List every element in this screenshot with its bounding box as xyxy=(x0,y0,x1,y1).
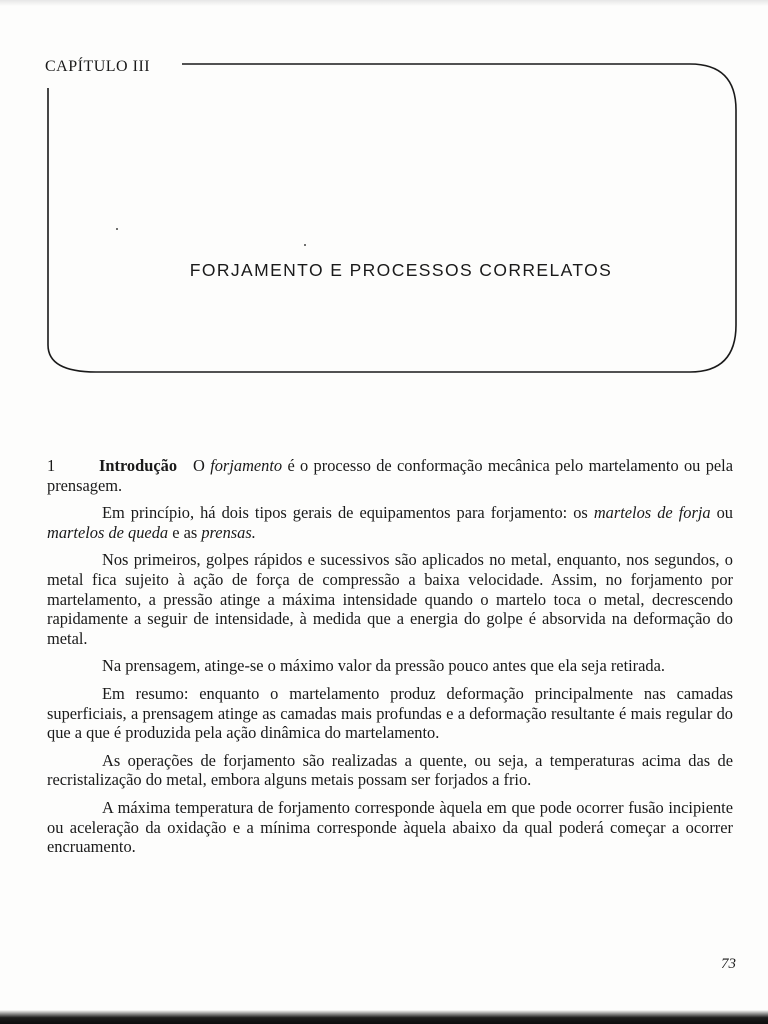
section-number: 1 xyxy=(47,456,56,475)
term-forjamento: forjamento xyxy=(210,456,283,475)
term-martelos-de-forja: martelos de forja xyxy=(593,503,711,523)
scan-top-edge xyxy=(0,0,768,6)
paragraph-temperatura: A máxima temperatura de forjamento corresponde àquela em que pode ocorrer fusão incipiente ou aceleração da oxidação e a mínima corresponde àquela abaixo da qual poderá começar a ocorrer encruamento. xyxy=(47,797,733,857)
chapter-title: FORJAMENTO E PROCESSOS CORRELATOS xyxy=(189,260,613,280)
term-prensas: prensas. xyxy=(201,522,256,542)
paragraph-operacoes: As operações de forjamento são realizadas a quente, ou seja, a temperaturas acima das de recristalização do metal, embora alguns metais possam ser forjados a frio. xyxy=(47,750,733,790)
scan-bottom-edge xyxy=(0,1010,768,1024)
chapter-label: CAPÍTULO III xyxy=(45,58,151,75)
body-text xyxy=(47,456,733,865)
scan-speck xyxy=(116,228,118,230)
term-martelos-de-queda: martelos de queda xyxy=(47,522,169,542)
paragraph-text: ou xyxy=(710,503,733,523)
paragraph-equipment xyxy=(47,503,733,542)
paragraph-martelamento: Nos primeiros, golpes rápidos e sucessivos são aplicados no metal, enquanto, nos segundos, o metal fica sujeito à ação de força de compressão a baixa velocidade. Assim, no forjamento por martelamento, a pressão atinge a máxima intensidade quando o martelo toca o metal, decrescendo rapidamente a seguir de intensidade, à medida que a energia do golpe é absorvida na deformação do metal. xyxy=(47,550,733,648)
paragraph-intro xyxy=(47,456,733,495)
paragraph-text: Em princípio, há dois tipos gerais de equipamentos para forjamento: os xyxy=(102,503,594,523)
paragraph-prensagem: Na prensagem, atinge-se o máximo valor da pressão pouco antes que ela seja retirada. xyxy=(102,656,665,676)
paragraph-text: e as xyxy=(168,522,202,542)
scan-speck xyxy=(304,244,306,246)
paragraph-resumo: Em resumo: enquanto o martelamento produz deformação principalmente nas camadas superficiais, a prensagem atinge as camadas mais profundas e a deformação resultante é mais regular do que a que é produzida pela ação dinâmica do martelamento. xyxy=(47,683,733,743)
paragraph-text: é o processo de conformação mecânica pelo martelamento ou pela prensagem. xyxy=(47,456,733,495)
paragraph-text: O xyxy=(193,456,211,475)
page-number: 73 xyxy=(721,956,736,972)
section-title: Introdução xyxy=(99,456,178,475)
